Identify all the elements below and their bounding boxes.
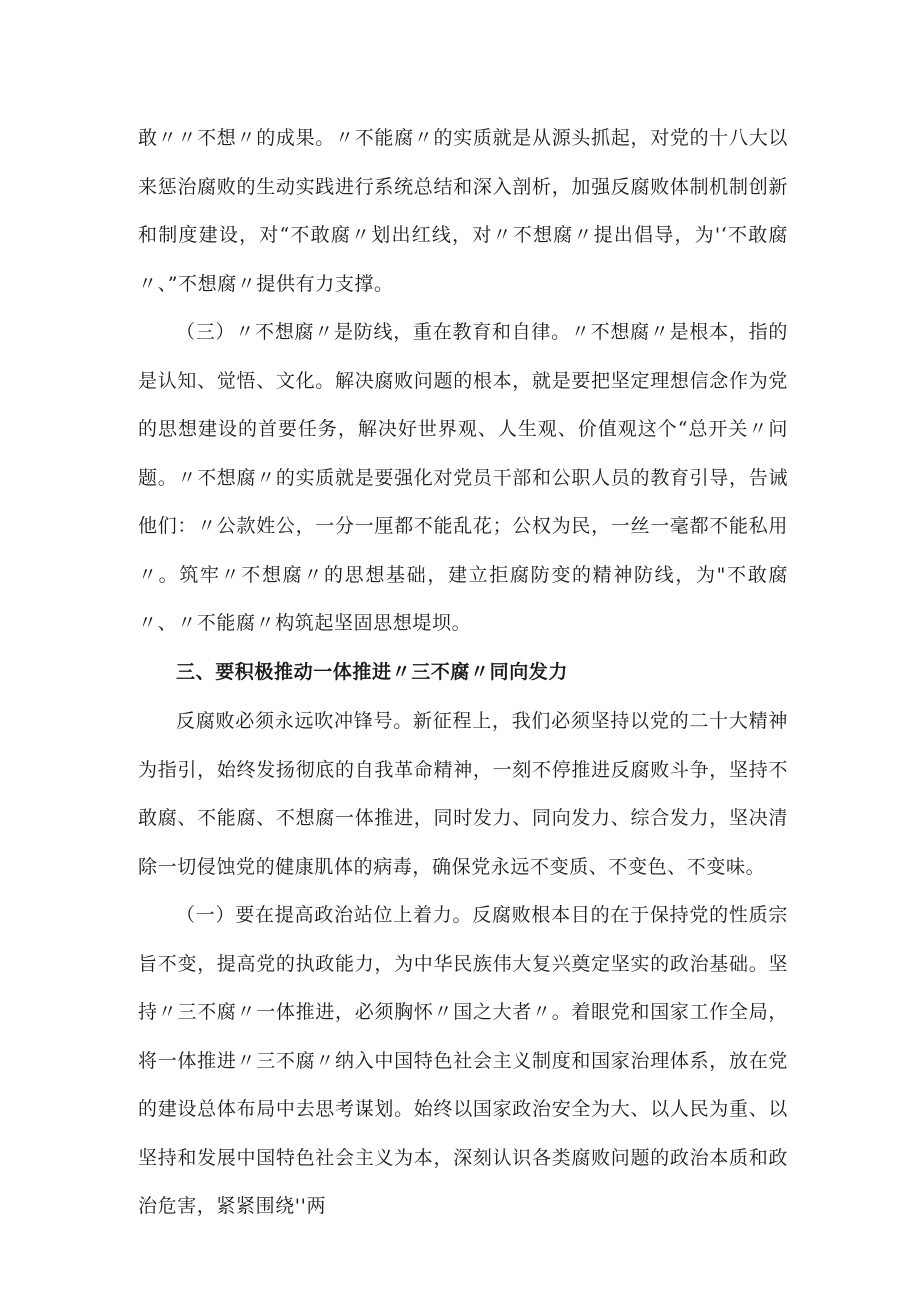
paragraph-political-stance xyxy=(138,891,788,1231)
paragraph-continued xyxy=(138,114,788,308)
paragraph-text: （一）要在提高政治站位上着力。反腐败根本目的在于保持党的性质宗旨不变，提高党的执政能力，为中华民族伟大复兴奠定坚实的政治基础。坚持〃三不腐〃一体推进，必须胸怀〃国之大者〃。着眼党和国家工作全局，将一体推进〃三不腐〃纳入中国特色社会主义制度和国家治理体系，放在党的建设总体布局中去思考谋划。始终以国家政治安全为大、以人民为重、以坚持和发展中国特色社会主义为本，深刻认识各类腐败问题的政治本质和政治危害，紧紧围绕''两 xyxy=(138,904,788,1217)
section-heading xyxy=(138,648,788,697)
paragraph-text: 敢〃〃不想〃的成果。〃不能腐〃的实质就是从源头抓起，对党的十八大以来惩治腐败的生动实践进行系统总结和深入剖析，加强反腐败体制机制创新和制度建设，对“不敢腐〃划出红线，对〃不想腐〃提出倡导，为'‘不敢腐〃、”不想腐〃提供有力支撑。 xyxy=(138,127,788,295)
heading-text: 三、要积极推动一体推进〃三不腐〃同向发力 xyxy=(176,661,569,683)
paragraph-anticorruption xyxy=(138,697,788,891)
paragraph-text: （三）〃不想腐〃是防线，重在教育和自律。〃不想腐〃是根本，指的是认知、觉悟、文化。解决腐败问题的根本，就是要把坚定理想信念作为党的思想建设的首要任务，解决好世界观、人生观、价值观这个“总开关〃问题。〃不想腐〃的实质就是要强化对党员干部和公职人员的教育引导，告诫他们：〃公款姓公，一分一厘都不能乱花；公权为民，一丝一毫都不能私用〃。筑牢〃不想腐〃的思想基础，建立拒腐防变的精神防线，为"不敢腐〃、〃不能腐〃构筑起坚固思想堤坝。 xyxy=(138,321,788,634)
paragraph-section-three xyxy=(138,308,788,648)
paragraph-text: 反腐败必须永远吹冲锋号。新征程上，我们必须坚持以党的二十大精神为指引，始终发扬彻底的自我革命精神，一刻不停推进反腐败斗争，坚持不敢腐、不能腐、不想腐一体推进，同时发力、同向发力、综合发力，坚决清除一切侵蚀党的健康肌体的病毒，确保党永远不变质、不变色、不变味。 xyxy=(138,710,788,878)
